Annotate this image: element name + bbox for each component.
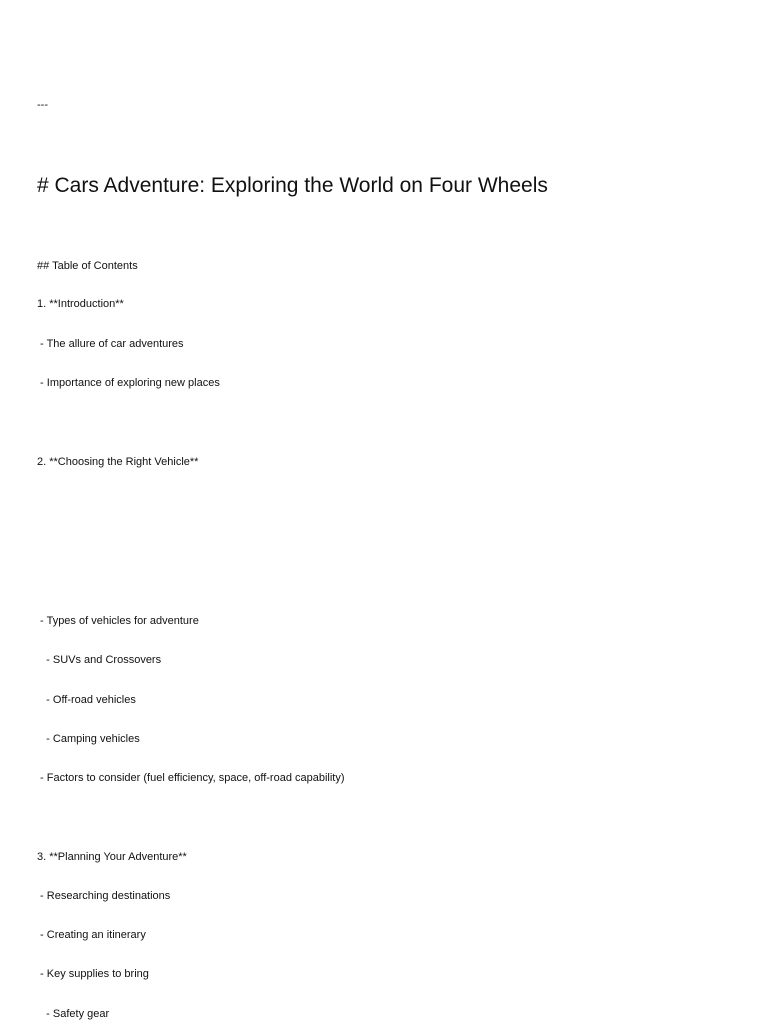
toc-heading: ## Table of Contents bbox=[37, 260, 138, 272]
toc-subsubitem: - Off-road vehicles bbox=[37, 694, 136, 706]
toc-subitem: - Factors to consider (fuel efficiency, space, off-road capability) bbox=[37, 772, 345, 784]
toc-subsubitem: - Safety gear bbox=[37, 1008, 110, 1020]
toc-subitem: - Key supplies to bring bbox=[37, 968, 149, 980]
toc-subitem: - Importance of exploring new places bbox=[37, 377, 220, 389]
toc-subitem: - Types of vehicles for adventure bbox=[37, 615, 199, 627]
toc-item-introduction: 1. **Introduction** bbox=[37, 298, 124, 310]
toc-item-choosing-vehicle: 2. **Choosing the Right Vehicle** bbox=[37, 456, 199, 468]
toc-subitem: - The allure of car adventures bbox=[37, 338, 184, 350]
horizontal-rule-text: --- bbox=[37, 99, 48, 111]
page-title: # Cars Adventure: Exploring the World on Four Wheels bbox=[37, 174, 548, 197]
toc-subitem: - Researching destinations bbox=[37, 890, 171, 902]
toc-subsubitem: - Camping vehicles bbox=[37, 733, 140, 745]
toc-item-planning: 3. **Planning Your Adventure** bbox=[37, 851, 187, 863]
toc-subsubitem: - SUVs and Crossovers bbox=[37, 654, 162, 666]
toc-subitem: - Creating an itinerary bbox=[37, 929, 146, 941]
